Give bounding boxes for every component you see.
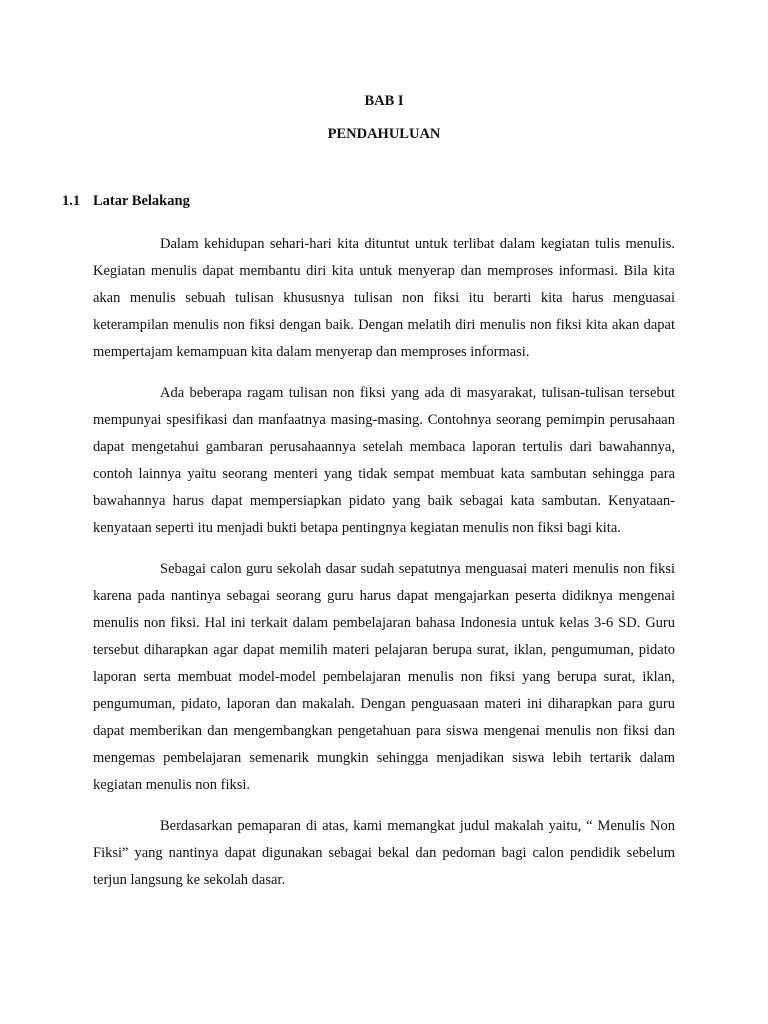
chapter-title: PENDAHULUAN <box>327 126 441 142</box>
section-title: Latar Belakang <box>93 193 190 209</box>
paragraph: Ada beberapa ragam tulisan non fiksi yang ada di masyarakat, tulisan-tulisan tersebut mempunyai spesifikasi dan manfaatnya masing-masing. Contohnya seorang pemimpin perusahaan dapat mengetahui gambaran perusahaannya setelah membaca laporan tertulis dari bawahannya, contoh lainnya yaitu seorang menteri yang tidak sempat membuat kata sambutan sehingga para bawahannya harus dapat mempersiapkan pidato yang baik sebagai kata sambutan. Kenyataan-kenyataan seperti itu menjadi bukti betapa pentingnya kegiatan menulis non fiksi bagi kita. <box>93 385 675 536</box>
paragraph: Dalam kehidupan sehari-hari kita dituntut untuk terlibat dalam kegiatan tulis menulis. Kegiatan menulis dapat membantu diri kita untuk menyerap dan memproses informasi. Bila kita akan menulis sebuah tulisan khususnya tulisan non fiksi itu berarti kita harus menguasai keterampilan menulis non fiksi dengan baik. Dengan melatih diri menulis non fiksi kita akan dapat mempertajam kemampuan kita dalam menyerap dan memproses informasi. <box>93 236 675 360</box>
paragraph: Sebagai calon guru sekolah dasar sudah sepatutnya menguasai materi menulis non fiksi karena pada nantinya sebagai seorang guru harus dapat mengajarkan peserta didiknya mengenai menulis non fiksi. Hal ini terkait dalam pembelajaran bahasa Indonesia untuk kelas 3-6 SD. Guru tersebut diharapkan agar dapat memilih materi pelajaran berupa surat, iklan, pengumuman, pidato laporan serta membuat model-model pembelajaran menulis non fiksi yang berupa surat, iklan, pengumuman, pidato, laporan dan makalah. Dengan penguasaan materi ini diharapkan para guru dapat memberikan dan mengembangkan pengetahuan para siswa mengenai menulis non fiksi dan mengemas pembelajaran semenarik mungkin sehingga menjadikan siswa lebih tertarik dalam kegiatan menulis non fiksi. <box>93 561 675 793</box>
section-heading <box>62 193 190 210</box>
section-body <box>93 231 675 908</box>
chapter-number: BAB I <box>364 93 404 109</box>
paragraph: Berdasarkan pemaparan di atas, kami memangkat judul makalah yaitu, “ Menulis Non Fiksi” yang nantinya dapat digunakan sebagai bekal dan pedoman bagi calon pendidik sebelum terjun langsung ke sekolah dasar. <box>93 818 675 888</box>
section-number: 1.1 <box>62 193 81 209</box>
